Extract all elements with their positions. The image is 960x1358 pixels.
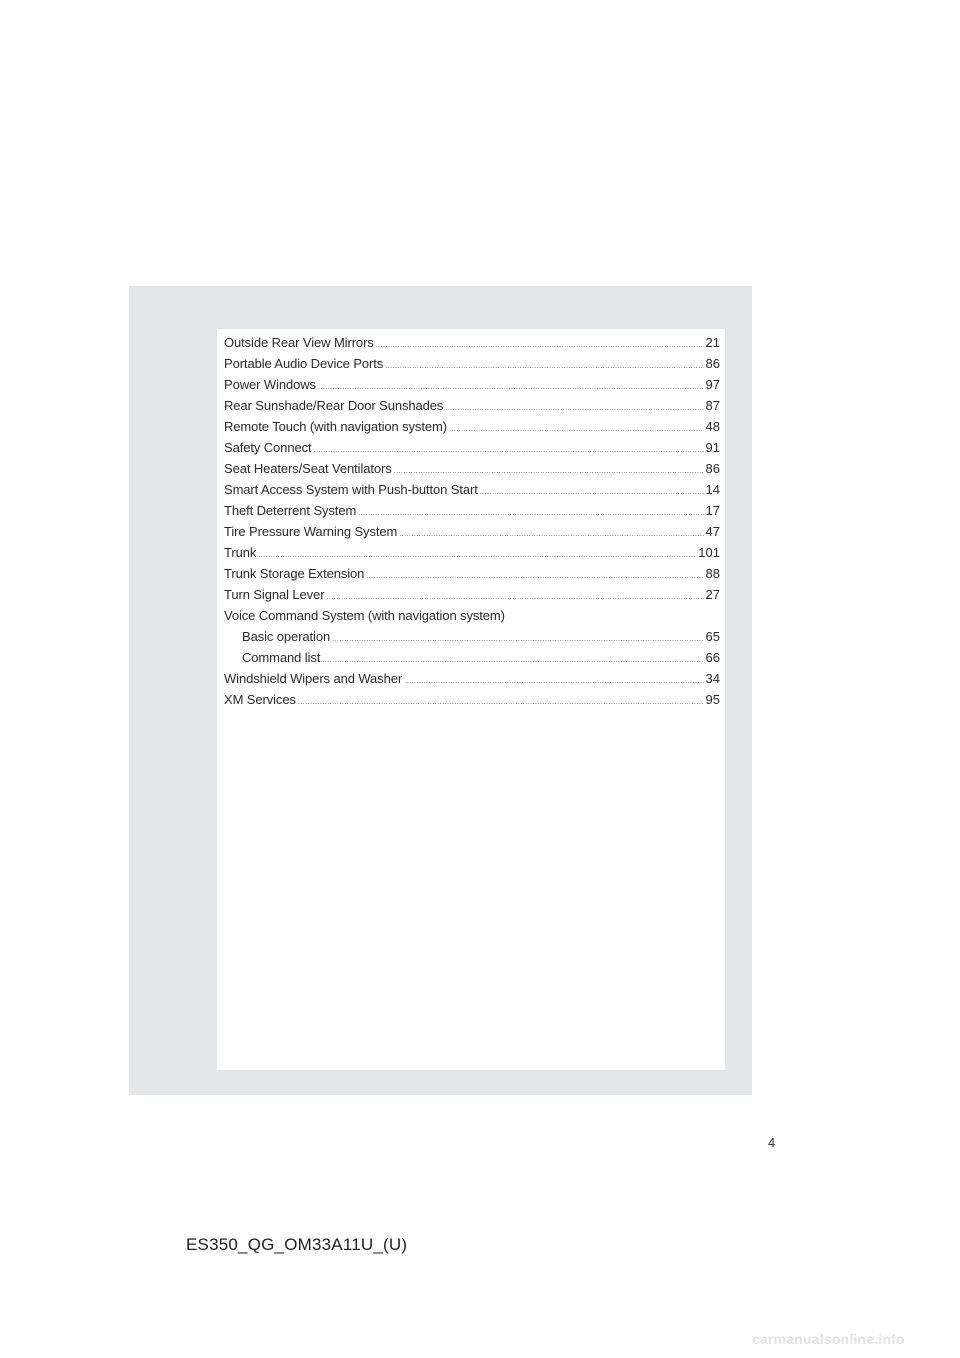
- toc-entry-tire-pressure-warning-system[interactable]: [224, 521, 720, 542]
- toc-entry-remote-touch[interactable]: [224, 416, 720, 437]
- toc-entry-windshield-wipers[interactable]: [224, 668, 720, 689]
- toc-page: 86: [705, 461, 720, 476]
- toc-entry-power-windows[interactable]: [224, 374, 720, 395]
- toc-page: 65: [705, 629, 720, 644]
- toc-title: Rear Sunshade/Rear Door Sunshades: [224, 398, 444, 413]
- toc-entry-xm-services[interactable]: [224, 689, 720, 710]
- toc-page: 87: [705, 398, 720, 413]
- table-of-contents: [224, 332, 720, 710]
- toc-group-voice-command-system: [224, 605, 720, 626]
- toc-entry-basic-operation[interactable]: [224, 626, 720, 647]
- toc-title: Windshield Wipers and Washer: [224, 671, 403, 686]
- toc-leader: [480, 482, 704, 503]
- toc-page: 86: [705, 356, 720, 371]
- toc-leader: [366, 566, 703, 587]
- document-code: ES350_QG_OM33A11U_(U): [186, 1235, 408, 1254]
- toc-title: Theft Deterrent System: [224, 503, 357, 518]
- toc-page: 17: [705, 503, 720, 518]
- toc-page: 34: [705, 671, 720, 686]
- toc-entry-rear-sunshade[interactable]: [224, 395, 720, 416]
- toc-entry-trunk-storage-extension[interactable]: [224, 563, 720, 584]
- toc-title: Turn Signal Lever: [224, 587, 325, 602]
- toc-entry-trunk[interactable]: [224, 542, 720, 563]
- toc-leader: [298, 692, 704, 713]
- toc-page: 47: [705, 524, 720, 539]
- toc-page: 14: [705, 482, 720, 497]
- toc-title: Safety Connect: [224, 440, 312, 455]
- toc-leader: [404, 671, 703, 692]
- toc-leader: [332, 629, 703, 650]
- toc-entry-smart-access-system[interactable]: [224, 479, 720, 500]
- toc-page: 91: [705, 440, 720, 455]
- toc-page: 88: [705, 566, 720, 581]
- toc-title: Smart Access System with Push-button Start: [224, 482, 478, 497]
- toc-title: Voice Command System (with navigation system): [224, 608, 505, 623]
- toc-title: XM Services: [224, 692, 296, 707]
- toc-leader: [449, 419, 704, 440]
- toc-title: Trunk: [224, 545, 257, 560]
- toc-page: 66: [705, 650, 720, 665]
- toc-title: Trunk Storage Extension: [224, 566, 365, 581]
- toc-page: 95: [705, 692, 720, 707]
- toc-title: Remote Touch (with navigation system): [224, 419, 447, 434]
- page-number: 4: [768, 1135, 776, 1150]
- toc-page: 101: [698, 545, 720, 560]
- toc-leader: [385, 356, 703, 377]
- toc-entry-portable-audio-device-ports[interactable]: [224, 353, 720, 374]
- toc-leader: [376, 335, 704, 356]
- toc-title: Portable Audio Device Ports: [224, 356, 384, 371]
- toc-page: 48: [705, 419, 720, 434]
- toc-title: Command list: [242, 650, 321, 665]
- toc-page: 97: [705, 377, 720, 392]
- toc-title: Tire Pressure Warning System: [224, 524, 398, 539]
- toc-entry-turn-signal-lever[interactable]: [224, 584, 720, 605]
- toc-leader: [399, 524, 703, 545]
- toc-entry-safety-connect[interactable]: [224, 437, 720, 458]
- toc-entry-command-list[interactable]: [224, 647, 720, 668]
- toc-leader: [445, 398, 703, 419]
- toc-page: 21: [705, 335, 720, 350]
- watermark-text: carmanualsonline.info: [752, 1331, 905, 1347]
- toc-title: Power Windows: [224, 377, 316, 392]
- toc-entry-outside-rear-view-mirrors[interactable]: [224, 332, 720, 353]
- toc-title: Seat Heaters/Seat Ventilators: [224, 461, 392, 476]
- toc-title: Basic operation: [242, 629, 331, 644]
- toc-entry-theft-deterrent-system[interactable]: [224, 500, 720, 521]
- toc-leader: [358, 503, 703, 524]
- toc-title: Outside Rear View Mirrors: [224, 335, 374, 350]
- toc-page: 27: [705, 587, 720, 602]
- toc-entry-seat-heaters[interactable]: [224, 458, 720, 479]
